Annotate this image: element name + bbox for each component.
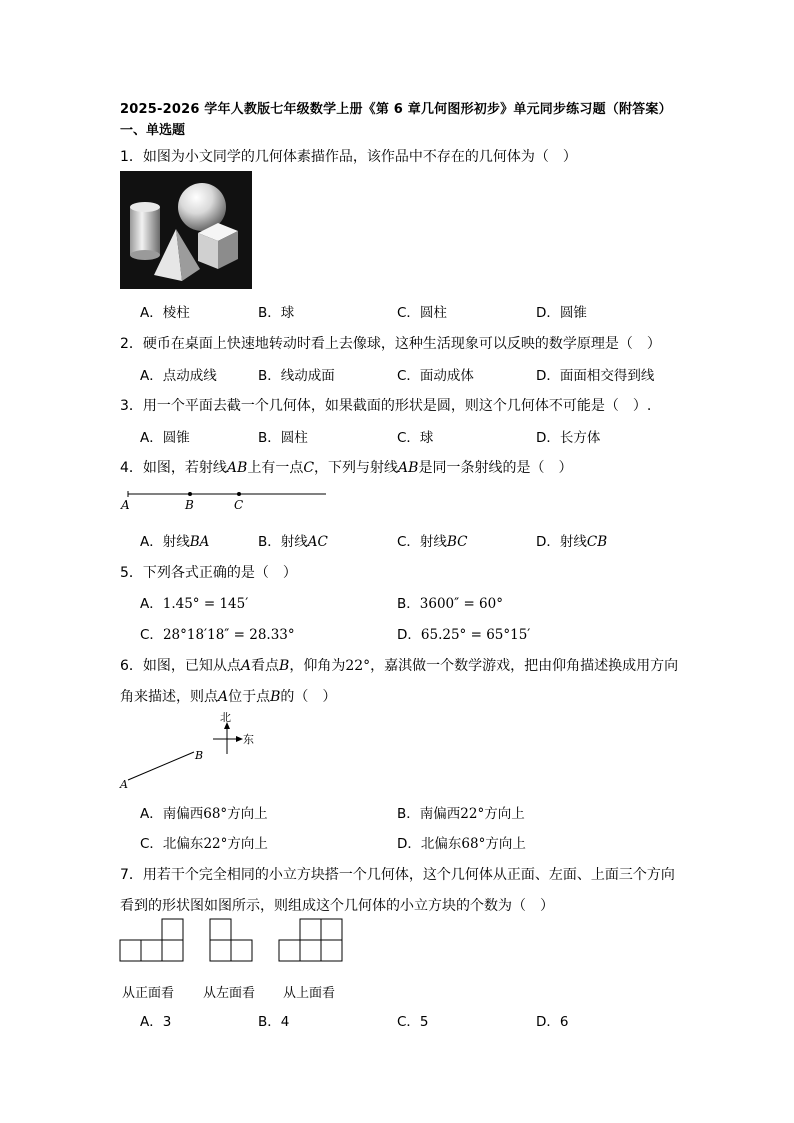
point-c-dot: [237, 492, 241, 496]
top-view-cell: [279, 940, 300, 961]
question-1-stem: 1．如图为小文同学的几何体素描作品，该作品中不存在的几何体为（ ）: [120, 149, 577, 165]
point-a-label: A: [121, 498, 130, 512]
line-ab: [128, 752, 194, 780]
question-6-stem-line2: 角来描述，则点A位于点B的（ ）: [120, 689, 337, 705]
q6-option-c: C．北偏东22°方向上: [140, 836, 268, 852]
question-7-stem-line1: 7．用若干个完全相同的小立方块搭一个几何体，这个几何体从正面、左面、上面三个方向: [120, 867, 675, 883]
figure-point-a-label: A: [120, 778, 128, 791]
front-view-cell: [141, 940, 162, 961]
q2-option-c: C．面动成体: [397, 368, 474, 384]
left-view-cell: [210, 940, 231, 961]
left-view-caption: 从左面看: [203, 986, 256, 1001]
q7-option-b: B．4: [258, 1014, 290, 1030]
question-6-stem-line1: 6．如图，已知从点A看点B，仰角为22°，嘉淇做一个数学游戏，把由仰角描述换成用方向: [120, 658, 679, 674]
q3-option-b: B．圆柱: [258, 430, 308, 446]
left-view-cell: [231, 940, 252, 961]
q7-option-a: A．3: [140, 1014, 172, 1030]
section-heading: 一、单选题: [120, 123, 186, 138]
q1-option-c: C．圆柱: [397, 305, 447, 321]
q7-option-d: D．6: [536, 1014, 569, 1030]
question-4-stem: 4．如图，若射线AB上有一点C，下列与射线AB是同一条射线的是（ ）: [120, 460, 573, 476]
q6-option-b: B．南偏西22°方向上: [397, 806, 525, 822]
q4-option-d: D．射线CB: [536, 534, 608, 550]
geometry-sketch-photo: [120, 171, 252, 289]
q3-option-a: A．圆锥: [140, 430, 190, 446]
top-view-cell: [300, 919, 321, 940]
front-view-cell: [162, 919, 183, 940]
elevation-angle-figure: [116, 710, 266, 792]
north-label: 北: [220, 711, 231, 724]
q2-option-d: D．面面相交得到线: [536, 368, 655, 384]
figure-point-b-label: B: [195, 749, 204, 762]
point-b-label: B: [185, 498, 194, 512]
q1-option-d: D．圆锥: [536, 305, 587, 321]
left-view-cell: [210, 919, 231, 940]
q2-option-b: B．线动成面: [258, 368, 335, 384]
q3-option-d: D．长方体: [536, 430, 601, 446]
q5-option-d: D．65.25° = 65°15′: [397, 627, 531, 643]
top-view-caption: 从上面看: [283, 986, 336, 1001]
front-view-cell: [120, 940, 141, 961]
q2-option-a: A．点动成线: [140, 368, 217, 384]
point-b-dot: [188, 492, 192, 496]
point-c-label: C: [234, 498, 244, 512]
q4-option-a: A．射线BA: [140, 534, 210, 550]
question-2-stem: 2．硬币在桌面上快速地转动时看上去像球，这种生活现象可以反映的数学原理是（ ）: [120, 336, 661, 352]
top-view-cell: [300, 940, 321, 961]
front-view-caption: 从正面看: [122, 986, 175, 1001]
q4-option-b: B．射线AC: [258, 534, 328, 550]
q7-option-c: C．5: [397, 1014, 429, 1030]
three-views-figure: [118, 918, 348, 964]
q5-option-a: A．1.45° = 145′: [140, 596, 249, 612]
q4-option-c: C．射线BC: [397, 534, 468, 550]
top-view-cell: [321, 919, 342, 940]
ray-ab-figure: [118, 486, 330, 514]
q6-option-a: A．南偏西68°方向上: [140, 806, 268, 822]
question-7-stem-line2: 看到的形状图如图所示，则组成这个几何体的小立方块的个数为（ ）: [120, 898, 554, 914]
q1-option-a: A．棱柱: [140, 305, 190, 321]
east-arrow-icon: [236, 736, 243, 742]
document-title: 2025-2026 学年人教版七年级数学上册《第 6 章几何图形初步》单元同步练习题（附答案）: [120, 102, 672, 117]
q5-option-b: B．3600″ = 60°: [397, 596, 503, 612]
question-3-stem: 3．用一个平面去截一个几何体，如果截面的形状是圆，则这个几何体不可能是（ ）.: [120, 398, 652, 414]
q6-option-d: D．北偏东68°方向上: [397, 836, 526, 852]
front-view-cell: [162, 940, 183, 961]
q1-option-b: B．球: [258, 305, 295, 321]
top-view-cell: [321, 940, 342, 961]
q3-option-c: C．球: [397, 430, 434, 446]
q5-option-c: C．28°18′18″ = 28.33°: [140, 627, 295, 643]
question-5-stem: 5．下列各式正确的是（ ）: [120, 565, 297, 581]
east-label: 东: [243, 733, 254, 746]
